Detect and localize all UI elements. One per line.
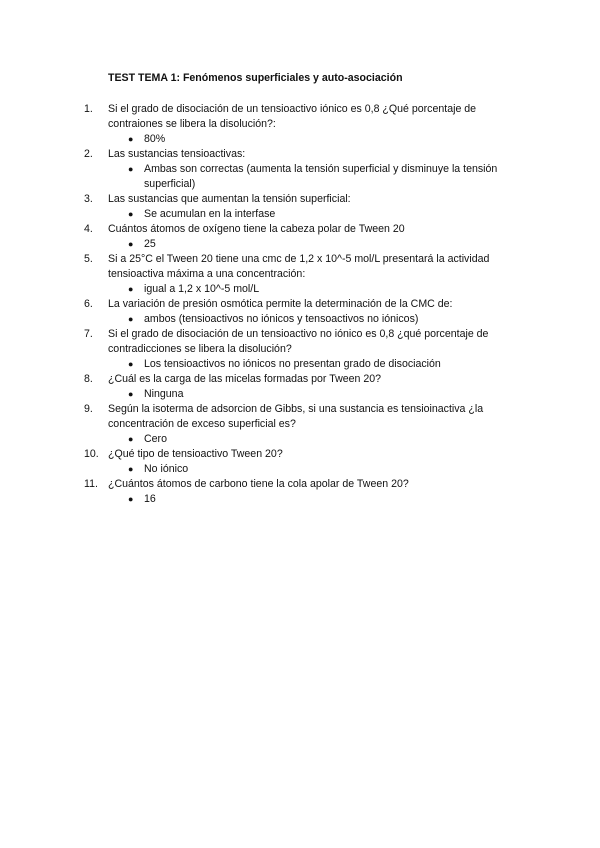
- question-text: Si el grado de disociación de un tensioactivo no iónico es 0,8 ¿qué porcentaje de contradicciones se libera la disolución?: [108, 328, 489, 355]
- question-number: 11.: [84, 478, 98, 490]
- question-text: Cuántos átomos de oxígeno tiene la cabeza polar de Tween 20: [108, 223, 405, 235]
- question-text: La variación de presión osmótica permite la determinación de la CMC de:: [108, 298, 453, 310]
- answer-item: [108, 387, 524, 402]
- question-item-9: [84, 402, 524, 447]
- question-item-2: [84, 147, 524, 192]
- answer-item: [108, 357, 524, 372]
- answer-item: [108, 207, 524, 222]
- bullet-icon: ●: [128, 314, 134, 324]
- bullet-icon: ●: [128, 239, 134, 249]
- question-number: 6.: [84, 298, 93, 310]
- answer-item: [108, 162, 524, 192]
- question-text: Si a 25°C el Tween 20 tiene una cmc de 1,2 x 10^-5 mol/L presentará la actividad tensioactiva máxima a una concentración:: [108, 253, 490, 280]
- question-list: [84, 102, 524, 507]
- answer-text: 80%: [144, 133, 166, 145]
- question-text: Si el grado de disociación de un tensioactivo iónico es 0,8 ¿Qué porcentaje de contraiones se libera la disolución?:: [108, 103, 477, 130]
- answer-item: [108, 462, 524, 477]
- answer-text: Cero: [144, 433, 167, 445]
- question-number: 5.: [84, 253, 93, 265]
- answer-text: Se acumulan en la interfase: [144, 208, 276, 220]
- answer-text: Ambas son correctas (aumenta la tensión superficial y disminuye la tensión superficial): [144, 163, 498, 190]
- answer-item: [108, 432, 524, 447]
- question-text: ¿Qué tipo de tensioactivo Tween 20?: [108, 448, 283, 460]
- bullet-icon: ●: [128, 389, 134, 399]
- answer-text: ambos (tensioactivos no iónicos y tensoactivos no iónicos): [144, 313, 419, 325]
- bullet-icon: ●: [128, 434, 134, 444]
- question-item-7: [84, 327, 524, 372]
- question-text: Las sustancias tensioactivas:: [108, 148, 246, 160]
- question-item-1: [84, 102, 524, 147]
- question-item-6: [84, 297, 524, 327]
- bullet-icon: ●: [128, 284, 134, 294]
- bullet-icon: ●: [128, 164, 134, 174]
- question-text: Según la isoterma de adsorcion de Gibbs, si una sustancia es tensioinactiva ¿la concentración de exceso superficial es?: [108, 403, 484, 430]
- bullet-icon: ●: [128, 464, 134, 474]
- answer-text: igual a 1,2 x 10^-5 mol/L: [144, 283, 260, 295]
- question-text: ¿Cuántos átomos de carbono tiene la cola apolar de Tween 20?: [108, 478, 409, 490]
- answer-text: Los tensioactivos no iónicos no presentan grado de disociación: [144, 358, 441, 370]
- question-number: 2.: [84, 148, 93, 160]
- bullet-icon: ●: [128, 494, 134, 504]
- question-text: Las sustancias que aumentan la tensión superficial:: [108, 193, 351, 205]
- question-number: 9.: [84, 403, 93, 415]
- bullet-icon: ●: [128, 359, 134, 369]
- bullet-icon: ●: [128, 209, 134, 219]
- question-number: 10.: [84, 448, 99, 460]
- answer-text: 16: [144, 493, 156, 505]
- answer-item: [108, 237, 524, 252]
- question-number: 3.: [84, 193, 93, 205]
- document-title: TEST TEMA 1: Fenómenos superficiales y auto-asociación: [108, 72, 403, 84]
- answer-text: Ninguna: [144, 388, 184, 400]
- answer-text: 25: [144, 238, 156, 250]
- question-item-4: [84, 222, 524, 252]
- question-item-10: [84, 447, 524, 477]
- answer-text: No iónico: [144, 463, 189, 475]
- answer-item: [108, 282, 524, 297]
- question-number: 8.: [84, 373, 93, 385]
- bullet-icon: ●: [128, 134, 134, 144]
- question-number: 7.: [84, 328, 93, 340]
- question-item-3: [84, 192, 524, 222]
- question-text: ¿Cuál es la carga de las micelas formadas por Tween 20?: [108, 373, 382, 385]
- question-number: 1.: [84, 103, 93, 115]
- answer-item: [108, 132, 524, 147]
- question-number: 4.: [84, 223, 93, 235]
- question-item-5: [84, 252, 524, 297]
- question-item-8: [84, 372, 524, 402]
- answer-item: [108, 312, 524, 327]
- question-item-11: [84, 477, 524, 507]
- answer-item: [108, 492, 524, 507]
